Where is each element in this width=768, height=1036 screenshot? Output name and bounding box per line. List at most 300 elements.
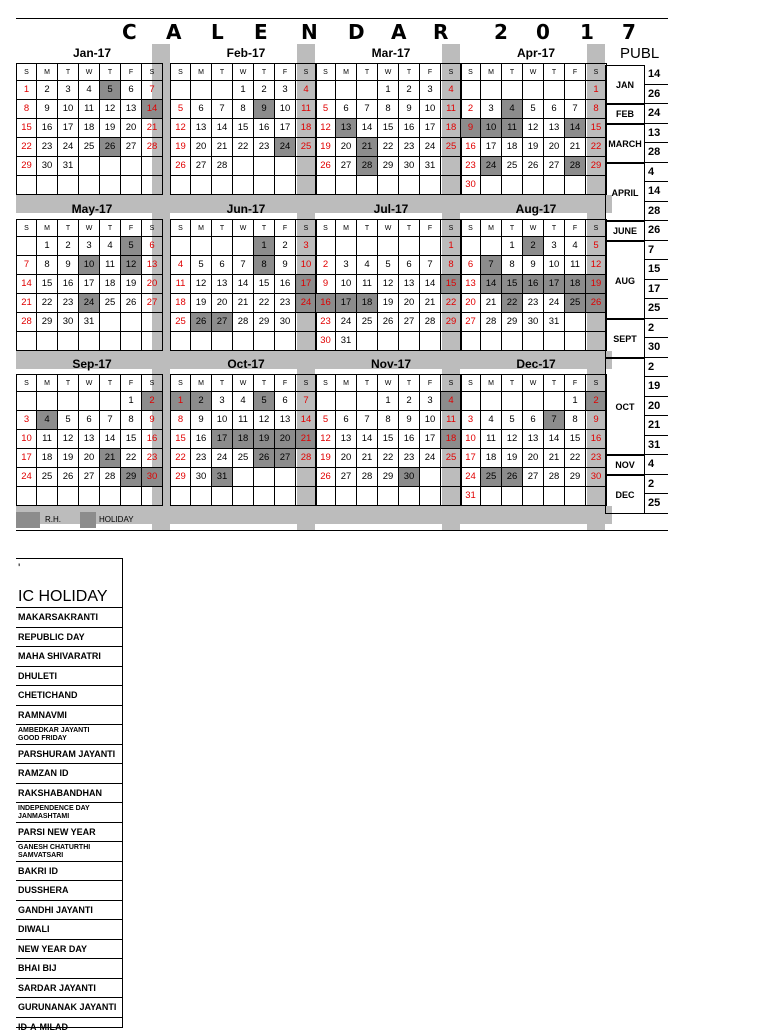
- holiday-name: SARDAR JAYANTI: [16, 978, 122, 998]
- day-cell: 16: [315, 294, 336, 313]
- day-cell: 31: [58, 157, 79, 176]
- holiday-name: ID-A-MILAD: [16, 1017, 122, 1036]
- day-of-week: T: [544, 374, 565, 392]
- day-cell: 23: [399, 449, 420, 468]
- day-cell: 15: [565, 430, 586, 449]
- month-title: Apr-17: [460, 44, 612, 62]
- day-cell: 26: [315, 468, 336, 487]
- day-cell: 12: [100, 100, 121, 119]
- day-cell: 26: [586, 294, 607, 313]
- public-date: 2: [645, 475, 668, 495]
- day-of-week: T: [399, 63, 420, 81]
- day-cell: 19: [315, 449, 336, 468]
- day-cell: 14: [16, 275, 37, 294]
- day-cell: 26: [170, 157, 191, 176]
- day-cell: 16: [523, 275, 544, 294]
- day-cell: 8: [170, 411, 191, 430]
- day-cell: [357, 392, 378, 411]
- day-cell: [142, 332, 163, 351]
- holiday-name: RAMZAN ID: [16, 763, 122, 783]
- day-cell: 15: [586, 119, 607, 138]
- day-cell: [460, 237, 481, 256]
- day-cell: 2: [191, 392, 212, 411]
- day-cell: 29: [441, 313, 462, 332]
- day-cell: [523, 392, 544, 411]
- day-cell: [481, 332, 502, 351]
- day-cell: 30: [523, 313, 544, 332]
- holiday-name: NEW YEAR DAY: [16, 939, 122, 959]
- day-cell: 13: [191, 119, 212, 138]
- day-cell: 25: [79, 138, 100, 157]
- day-cell: [357, 176, 378, 195]
- day-cell: [212, 237, 233, 256]
- day-cell: 12: [315, 119, 336, 138]
- day-cell: 24: [420, 138, 441, 157]
- day-cell: 27: [142, 294, 163, 313]
- month-title: Aug-17: [460, 200, 612, 218]
- title-letter: 0: [536, 19, 550, 45]
- day-cell: 27: [544, 157, 565, 176]
- day-of-week: W: [233, 219, 254, 237]
- day-cell: [565, 487, 586, 506]
- day-cell: [460, 81, 481, 100]
- day-cell: 23: [315, 313, 336, 332]
- day-cell: [79, 176, 100, 195]
- day-cell: 12: [502, 430, 523, 449]
- day-cell: 18: [296, 119, 317, 138]
- day-cell: 6: [336, 411, 357, 430]
- day-cell: 24: [275, 138, 296, 157]
- day-cell: 24: [16, 468, 37, 487]
- day-cell: [79, 487, 100, 506]
- day-cell: 3: [420, 392, 441, 411]
- day-cell: 25: [357, 313, 378, 332]
- day-of-week: W: [79, 374, 100, 392]
- day-cell: 4: [79, 81, 100, 100]
- day-cell: 27: [275, 449, 296, 468]
- day-of-week: T: [100, 219, 121, 237]
- day-cell: 2: [254, 81, 275, 100]
- day-of-week: F: [420, 63, 441, 81]
- day-cell: 16: [586, 430, 607, 449]
- legend-holiday-label: HOLIDAY: [99, 515, 134, 524]
- day-cell: 7: [212, 100, 233, 119]
- day-cell: 6: [336, 100, 357, 119]
- day-of-week: S: [441, 219, 462, 237]
- day-cell: 26: [502, 468, 523, 487]
- day-cell: [16, 176, 37, 195]
- day-cell: 25: [296, 138, 317, 157]
- day-cell: 2: [523, 237, 544, 256]
- day-cell: [296, 468, 317, 487]
- day-cell: [37, 487, 58, 506]
- day-cell: 22: [254, 294, 275, 313]
- day-cell: [460, 392, 481, 411]
- day-cell: 30: [586, 468, 607, 487]
- day-cell: 15: [233, 119, 254, 138]
- day-cell: 28: [420, 313, 441, 332]
- day-cell: 9: [399, 100, 420, 119]
- day-cell: 4: [481, 411, 502, 430]
- day-cell: 29: [586, 157, 607, 176]
- day-cell: 2: [37, 81, 58, 100]
- day-cell: 21: [100, 449, 121, 468]
- day-cell: 22: [16, 138, 37, 157]
- day-cell: [378, 332, 399, 351]
- day-cell: 5: [586, 237, 607, 256]
- day-cell: [16, 332, 37, 351]
- day-cell: 17: [460, 449, 481, 468]
- day-cell: 20: [460, 294, 481, 313]
- day-cell: [441, 487, 462, 506]
- day-cell: 29: [502, 313, 523, 332]
- day-cell: [502, 392, 523, 411]
- day-of-week: S: [586, 219, 607, 237]
- day-of-week: M: [481, 219, 502, 237]
- day-cell: 6: [142, 237, 163, 256]
- day-cell: [121, 487, 142, 506]
- holiday-name: BHAI BIJ: [16, 958, 122, 978]
- day-of-week: S: [16, 63, 37, 81]
- day-cell: 7: [357, 411, 378, 430]
- day-cell: [212, 176, 233, 195]
- day-cell: [357, 237, 378, 256]
- holiday-name: PARSI NEW YEAR: [16, 822, 122, 842]
- day-cell: 18: [37, 449, 58, 468]
- day-cell: 8: [502, 256, 523, 275]
- day-cell: 25: [481, 468, 502, 487]
- day-cell: 1: [378, 392, 399, 411]
- day-cell: [544, 392, 565, 411]
- month-title: Jun-17: [170, 200, 322, 218]
- day-cell: 9: [315, 275, 336, 294]
- day-cell: 17: [79, 275, 100, 294]
- day-cell: 28: [357, 468, 378, 487]
- day-cell: [233, 176, 254, 195]
- day-cell: 18: [502, 138, 523, 157]
- day-cell: [100, 157, 121, 176]
- bottom-rule: [16, 530, 668, 531]
- day-cell: [441, 332, 462, 351]
- day-cell: 2: [58, 237, 79, 256]
- day-cell: 7: [296, 392, 317, 411]
- day-of-week: S: [296, 63, 317, 81]
- title-letter: A: [166, 19, 181, 45]
- day-of-week: T: [100, 374, 121, 392]
- day-cell: 5: [170, 100, 191, 119]
- separator-row: [170, 506, 322, 524]
- day-cell: 13: [336, 430, 357, 449]
- day-cell: 11: [502, 119, 523, 138]
- day-cell: 2: [399, 81, 420, 100]
- day-cell: 11: [296, 100, 317, 119]
- public-date: 7: [645, 241, 668, 261]
- day-cell: 18: [441, 430, 462, 449]
- day-cell: 3: [460, 411, 481, 430]
- day-cell: [586, 332, 607, 351]
- day-cell: 17: [58, 119, 79, 138]
- day-cell: 10: [336, 275, 357, 294]
- month-title: Nov-17: [315, 355, 467, 373]
- day-of-week: M: [191, 374, 212, 392]
- day-cell: 21: [544, 449, 565, 468]
- day-of-week: W: [378, 63, 399, 81]
- day-cell: [296, 157, 317, 176]
- day-of-week: S: [142, 63, 163, 81]
- day-cell: 13: [460, 275, 481, 294]
- day-cell: [37, 176, 58, 195]
- day-cell: 29: [378, 157, 399, 176]
- day-cell: 25: [233, 449, 254, 468]
- day-of-week: T: [399, 374, 420, 392]
- day-cell: [191, 487, 212, 506]
- day-cell: 30: [275, 313, 296, 332]
- day-cell: 14: [544, 430, 565, 449]
- day-of-week: S: [170, 374, 191, 392]
- day-cell: 22: [586, 138, 607, 157]
- day-of-week: S: [170, 63, 191, 81]
- day-of-week: T: [100, 63, 121, 81]
- day-cell: [170, 487, 191, 506]
- public-date: 15: [645, 260, 668, 280]
- day-cell: 21: [296, 430, 317, 449]
- day-cell: 12: [315, 430, 336, 449]
- separator-row: [460, 506, 612, 524]
- day-of-week: T: [254, 374, 275, 392]
- day-cell: 13: [212, 275, 233, 294]
- day-of-week: M: [191, 63, 212, 81]
- day-cell: [58, 176, 79, 195]
- day-cell: 6: [79, 411, 100, 430]
- day-cell: 13: [544, 119, 565, 138]
- public-date: 24: [645, 104, 668, 124]
- holiday-list-panel: [16, 558, 123, 1028]
- day-of-week: T: [502, 63, 523, 81]
- day-cell: [315, 81, 336, 100]
- day-cell: 4: [37, 411, 58, 430]
- day-cell: [296, 332, 317, 351]
- day-cell: [460, 332, 481, 351]
- day-cell: [296, 313, 317, 332]
- day-of-week: S: [315, 63, 336, 81]
- month-title: Mar-17: [315, 44, 467, 62]
- day-of-week: S: [460, 219, 481, 237]
- day-cell: 15: [254, 275, 275, 294]
- month-title: Dec-17: [460, 355, 612, 373]
- day-cell: 12: [170, 119, 191, 138]
- day-cell: 10: [420, 411, 441, 430]
- day-cell: 19: [121, 275, 142, 294]
- title-letter: D: [348, 19, 365, 45]
- day-cell: 31: [420, 157, 441, 176]
- day-cell: [565, 81, 586, 100]
- day-cell: 13: [336, 119, 357, 138]
- day-cell: 14: [357, 119, 378, 138]
- day-cell: 26: [523, 157, 544, 176]
- day-cell: 8: [565, 411, 586, 430]
- day-of-week: W: [79, 63, 100, 81]
- day-of-week: T: [399, 219, 420, 237]
- holiday-name: DHULETI: [16, 666, 122, 686]
- public-date: 21: [645, 416, 668, 436]
- holiday-name: GURUNANAK JAYANTI: [16, 997, 122, 1017]
- holiday-name: GANESH CHATURTHI SAMVATSARI: [16, 841, 122, 861]
- day-cell: 11: [565, 256, 586, 275]
- public-date: 4: [645, 455, 668, 475]
- day-cell: 6: [121, 81, 142, 100]
- day-cell: 21: [212, 138, 233, 157]
- day-cell: 25: [37, 468, 58, 487]
- day-cell: [212, 332, 233, 351]
- day-cell: [441, 157, 462, 176]
- day-cell: 26: [121, 294, 142, 313]
- day-cell: 19: [191, 294, 212, 313]
- day-cell: 28: [16, 313, 37, 332]
- day-cell: 8: [378, 100, 399, 119]
- calendar-title: [16, 18, 668, 45]
- day-cell: 5: [191, 256, 212, 275]
- day-cell: [142, 487, 163, 506]
- day-cell: [212, 487, 233, 506]
- day-cell: 29: [16, 157, 37, 176]
- public-date: 4: [645, 163, 668, 183]
- day-cell: [254, 468, 275, 487]
- day-cell: 3: [544, 237, 565, 256]
- day-cell: 24: [79, 294, 100, 313]
- day-cell: [544, 176, 565, 195]
- day-cell: 1: [170, 392, 191, 411]
- day-cell: 30: [399, 157, 420, 176]
- day-cell: [544, 332, 565, 351]
- day-of-week: T: [212, 374, 233, 392]
- day-cell: [254, 176, 275, 195]
- title-letter: N: [301, 19, 318, 45]
- day-cell: 7: [565, 100, 586, 119]
- day-cell: 1: [441, 237, 462, 256]
- public-month-label: APRIL: [605, 163, 645, 222]
- day-of-week: F: [565, 63, 586, 81]
- day-cell: [79, 332, 100, 351]
- day-cell: [481, 392, 502, 411]
- day-cell: 22: [121, 449, 142, 468]
- day-cell: 19: [58, 449, 79, 468]
- public-month-label: AUG: [605, 241, 645, 319]
- day-cell: 3: [79, 237, 100, 256]
- day-cell: 23: [523, 294, 544, 313]
- day-of-week: M: [37, 63, 58, 81]
- day-of-week: S: [441, 374, 462, 392]
- public-date: 19: [645, 377, 668, 397]
- day-cell: 5: [254, 392, 275, 411]
- day-cell: 11: [170, 275, 191, 294]
- day-cell: 9: [37, 100, 58, 119]
- day-cell: [502, 487, 523, 506]
- day-cell: 1: [378, 81, 399, 100]
- day-cell: 6: [212, 256, 233, 275]
- day-cell: [16, 237, 37, 256]
- day-of-week: W: [79, 219, 100, 237]
- day-cell: [502, 176, 523, 195]
- public-date: 30: [645, 338, 668, 358]
- day-cell: 1: [254, 237, 275, 256]
- day-cell: 8: [586, 100, 607, 119]
- public-month-label: JUNE: [605, 221, 645, 241]
- public-date: 25: [645, 299, 668, 319]
- day-of-week: S: [460, 63, 481, 81]
- day-cell: 13: [523, 430, 544, 449]
- day-of-week: T: [254, 219, 275, 237]
- day-of-week: T: [254, 63, 275, 81]
- day-cell: 22: [37, 294, 58, 313]
- title-letter: A: [391, 19, 406, 45]
- day-cell: [170, 237, 191, 256]
- day-cell: [441, 176, 462, 195]
- day-cell: 29: [565, 468, 586, 487]
- day-cell: [58, 332, 79, 351]
- day-cell: 21: [420, 294, 441, 313]
- public-month-label: DEC: [605, 475, 645, 514]
- day-cell: 13: [79, 430, 100, 449]
- day-cell: 15: [121, 430, 142, 449]
- day-cell: 4: [565, 237, 586, 256]
- day-cell: 20: [336, 138, 357, 157]
- day-cell: 3: [420, 81, 441, 100]
- day-cell: 22: [378, 138, 399, 157]
- day-cell: [233, 332, 254, 351]
- day-cell: 30: [58, 313, 79, 332]
- day-of-week: T: [212, 219, 233, 237]
- title-letter: R: [433, 19, 448, 45]
- day-cell: 5: [315, 411, 336, 430]
- day-cell: 18: [170, 294, 191, 313]
- day-cell: 6: [275, 392, 296, 411]
- day-cell: 29: [254, 313, 275, 332]
- day-cell: 15: [441, 275, 462, 294]
- day-of-week: S: [315, 374, 336, 392]
- day-cell: 8: [233, 100, 254, 119]
- day-cell: 29: [121, 468, 142, 487]
- day-of-week: F: [275, 219, 296, 237]
- day-cell: 19: [315, 138, 336, 157]
- public-header: PUBL: [620, 44, 659, 64]
- day-cell: 17: [212, 430, 233, 449]
- day-cell: [378, 487, 399, 506]
- day-cell: [212, 81, 233, 100]
- day-cell: [121, 332, 142, 351]
- day-cell: 9: [191, 411, 212, 430]
- day-cell: [121, 176, 142, 195]
- day-cell: 28: [142, 138, 163, 157]
- day-cell: 21: [481, 294, 502, 313]
- day-cell: 14: [233, 275, 254, 294]
- day-cell: [275, 332, 296, 351]
- day-cell: [420, 332, 441, 351]
- day-cell: 15: [16, 119, 37, 138]
- day-cell: [37, 332, 58, 351]
- day-of-week: S: [460, 374, 481, 392]
- day-cell: 16: [191, 430, 212, 449]
- day-cell: 3: [336, 256, 357, 275]
- day-cell: 24: [420, 449, 441, 468]
- day-cell: 31: [336, 332, 357, 351]
- day-cell: 18: [481, 449, 502, 468]
- day-cell: 11: [441, 411, 462, 430]
- day-cell: [254, 332, 275, 351]
- day-cell: 31: [79, 313, 100, 332]
- day-cell: [586, 487, 607, 506]
- day-cell: 22: [170, 449, 191, 468]
- public-date: 2: [645, 319, 668, 339]
